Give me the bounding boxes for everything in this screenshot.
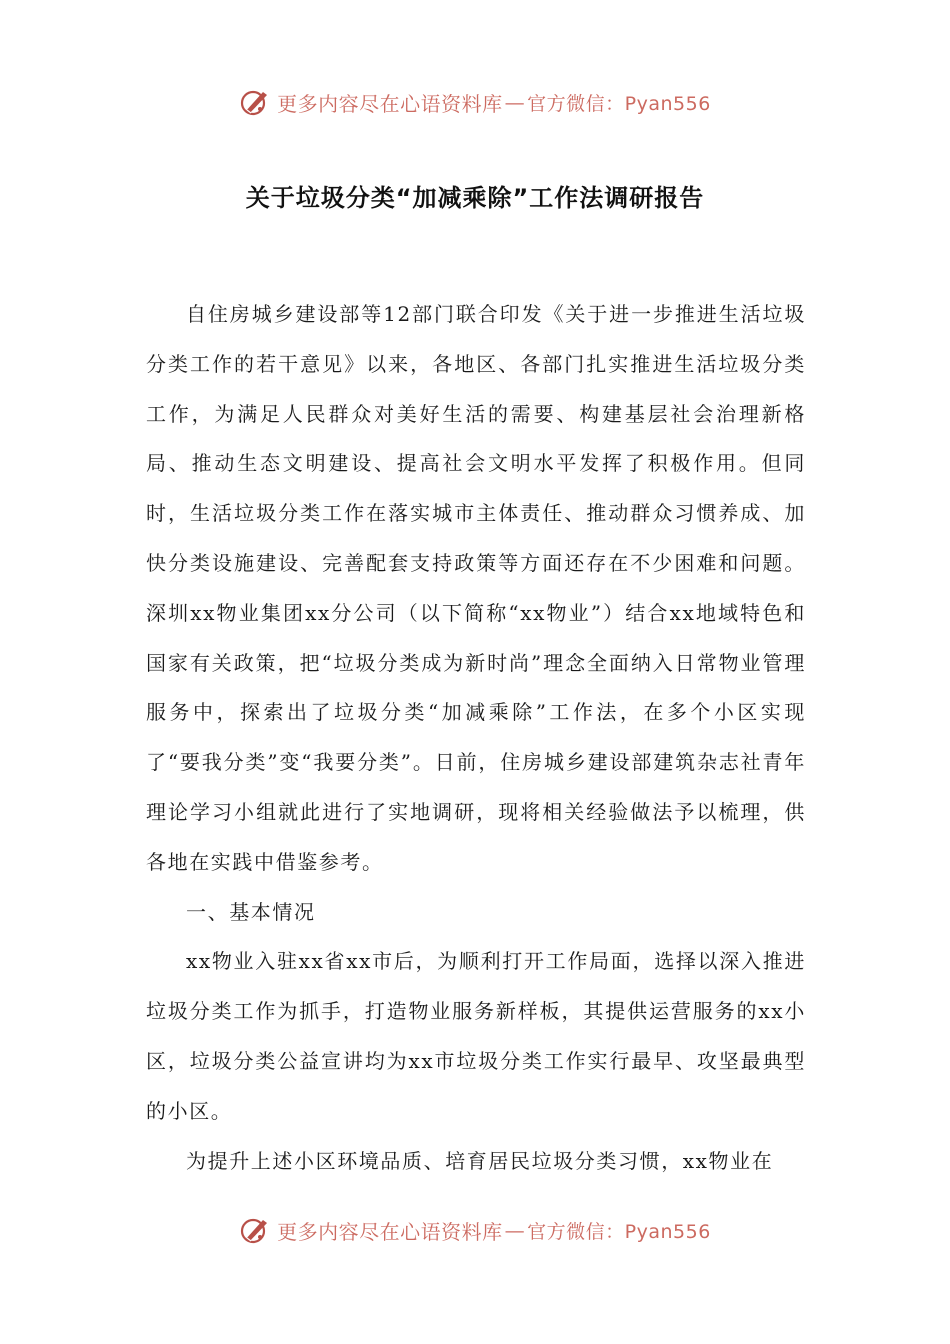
watermark-text: 更多内容尽在心语资料库: [277, 1219, 503, 1244]
watermark-text: 更多内容尽在心语资料库: [277, 91, 503, 116]
document-body: [146, 290, 806, 1186]
pen-seal-logo-icon: [239, 86, 271, 118]
watermark-header: [0, 84, 950, 120]
paragraph-basic-situation: xx物业入驻xx省xx市后，为顺利打开工作局面，选择以深入推进垃圾分类工作为抓手，打造物业服务新样板，其提供运营服务的xx小区，垃圾分类公益宣讲均为xx市垃圾分类工作实行最早、攻坚最典型的小区。: [146, 949, 806, 1123]
section-heading-basic-situation: 一、基本情况: [186, 899, 316, 924]
watermark-separator: —: [504, 1218, 526, 1242]
watermark-wechat: 官方微信：Pyan556: [527, 1220, 711, 1243]
pen-seal-logo-icon: [239, 1214, 271, 1246]
watermark-footer: [0, 1212, 950, 1248]
watermark-wechat: 官方微信：Pyan556: [527, 92, 711, 115]
paragraph-continued: 为提升上述小区环境品质、培育居民垃圾分类习惯，xx物业在: [186, 1148, 774, 1173]
document-title: 关于垃圾分类“加减乘除”工作法调研报告: [245, 184, 705, 212]
watermark-separator: —: [504, 90, 526, 114]
paragraph-intro: 自住房城乡建设部等12部门联合印发《关于进一步推进生活垃圾分类工作的若干意见》以来，各地区、各部门扎实推进生活垃圾分类工作，为满足人民群众对美好生活的需要、构建基层社会治理新格局、推动生态文明建设、提高社会文明水平发挥了积极作用。但同时，生活垃圾分类工作在落实城市主体责任、推动群众习惯养成、加快分类设施建设、完善配套支持政策等方面还存在不少困难和问题。深圳xx物业集团xx分公司（以下简称“xx物业”）结合xx地域特色和国家有关政策，把“垃圾分类成为新时尚”理念全面纳入日常物业管理服务中，探索出了垃圾分类“加减乘除”工作法，在多个小区实现了“要我分类”变“我要分类”。日前，住房城乡建设部建筑杂志社青年理论学习小组就此进行了实地调研，现将相关经验做法予以梳理，供各地在实践中借鉴参考。: [146, 302, 806, 874]
